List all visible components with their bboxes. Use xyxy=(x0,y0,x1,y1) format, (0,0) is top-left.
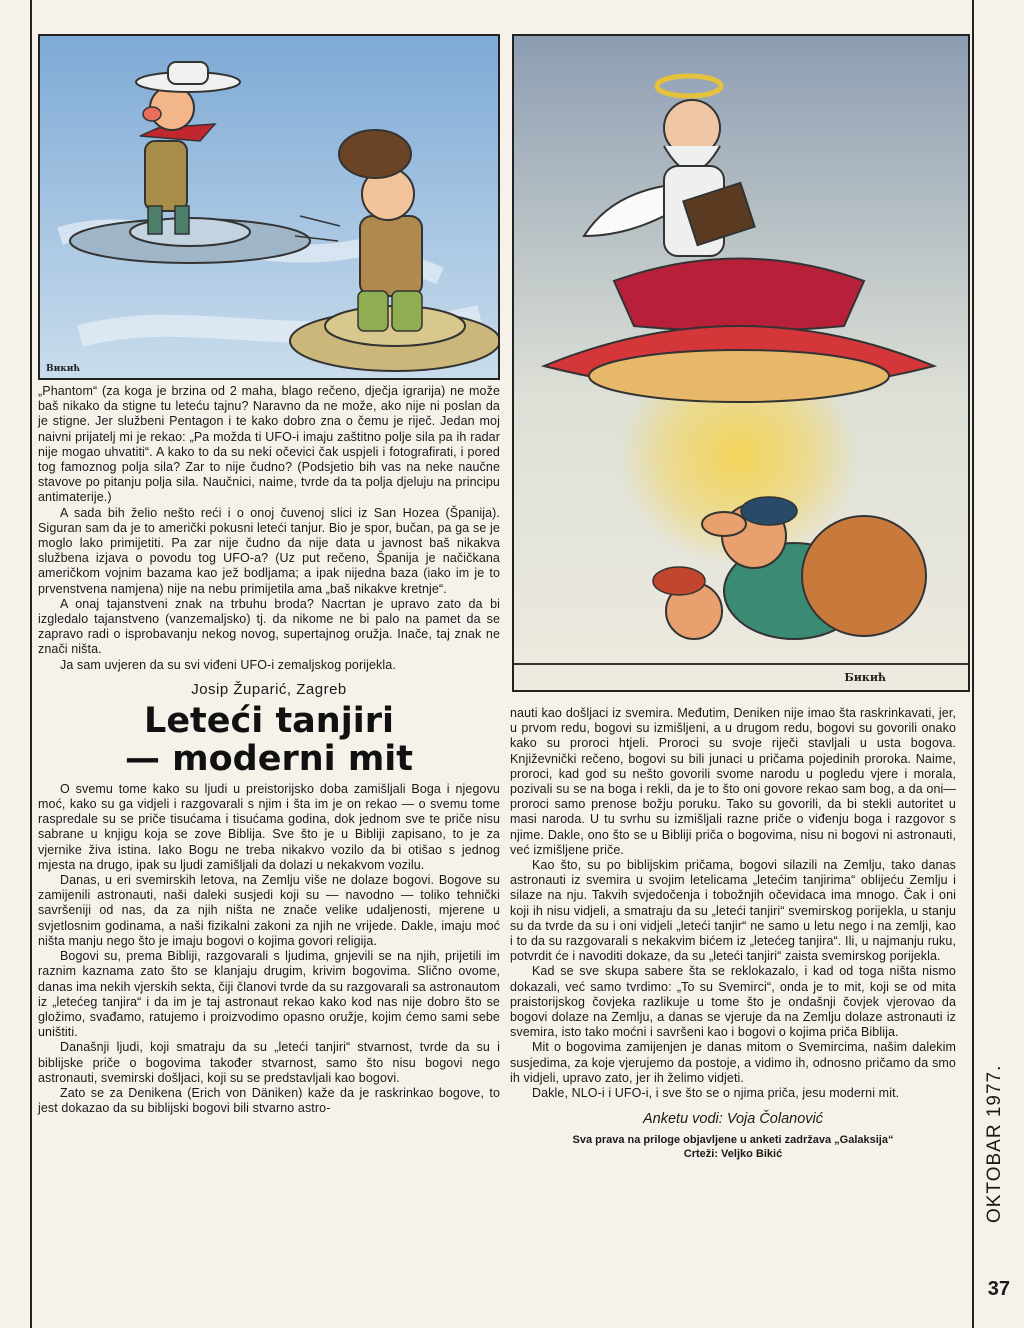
right-margin-line xyxy=(972,0,974,1328)
body-paragraph: nauti kao došljaci iz svemira. Međutim, Deniken nije imao šta raskrinkavati, jer, u prvom redu, bogovi su izmišljeni, a u drugom redu, bogovi su govorili onako kako su proroci htjeli. Proroci su svoje riječi stavljali u usta bogova. Književnički rečeno, bogovi su bili junaci u pričama pojedinih proroka. Naime, proroci, kad god su nešto govorili svome narodu u pogledu vjere i morala, pozivali su se na boga i rekli, da je to što oni govore rekao sam bog, a da oni—proroci samo prenose božju poruku. Tako su govorili, da bi stekli autoritet u masi naroda. U tu svrhu su izmišljali razne priče o viđenju boga i razgovor s njime. Dakle, ono što se u Bibliji priča o bogovima, nisu ni bogovi ni astronauti, već izmišljene priče. xyxy=(510,706,956,857)
body-paragraph: A onaj tajanstveni znak na trbuhu broda? Nacrtan je upravo zato da bi izgledalo tajanstveno (vanzemaljsko) tj. da nikome ne bi palo na pamet da se zapravo radi o isprobavanju nekog novog, supertajnog oružja. Inače, taj znak ne znači ništa. xyxy=(38,596,500,657)
body-paragraph: Današnji ljudi, koji smatraju da su „leteći tanjiri“ stvarnost, tvrde da su i biblijske priče o bogovima također stvarnost, samo što nisu bogovi nego astronauti, svemirski došljaci, koji su se predstavljali kao bogovi. xyxy=(38,1040,500,1085)
right-text-column xyxy=(510,706,956,1161)
body-paragraph: Mit o bogovima zamijenjen je danas mitom o Svemircima, našim dalekim susjedima, za koje vjerujemo da postoje, a vidimo ih, odnosno pričamo da smo ih vidjeli, upravo zato, jer ih želimo vidjeti. xyxy=(510,1040,956,1085)
illustration-signature: Bикић xyxy=(46,364,81,374)
drawings-credit: Crteži: Veljko Bikić xyxy=(683,1148,783,1161)
cowboys-saucer-drawing xyxy=(40,36,498,378)
left-text-column xyxy=(38,384,500,1116)
page-number: 37 xyxy=(987,1278,1010,1300)
body-paragraph: „Phantom“ (za koga je brzina od 2 maha, blago rečeno, dječja igrarija) ne može baš nikako da stigne tu leteću tajnu? Naravno da ne može, ako nije ni poslan da je stigne. Jer službeni Pentagon i te kako dobro zna o čemu je riječ. Jedan moj naivni prijatelj mi je rekao: „Pa možda ti UFO-i imaju zaštitno polje sila pa ih radar nije mogao uhvatiti“. A kako to da su neki očevici čak uspjeli i fotografirati, i pored tog famoznog polja sila? Zar to nije čudno? (Podsjetio bih vas na neke naučne stavove po pitanju polja sila. Naučnici, naime, tvrde da ta polja djeluju na principu antimaterije.) xyxy=(38,384,500,505)
rights-notice: Sva prava na priloge objavljene u anketi zadržava „Galaksija“ xyxy=(572,1134,894,1147)
headline-line: Leteći tanjiri xyxy=(144,700,394,741)
angel-saucer-drawing xyxy=(514,36,968,690)
body-paragraph: Danas, u eri svemirskih letova, na Zemlju više ne dolaze bogovi. Bogove su zamijenili astronauti, naši daleki susjedi koji su — navodno — toliko tehnički savršeniji od nas, da za njih ništa ne znače velike udaljenosti, mjerene u svjetlosnim godinama, a naši fizikalni zakoni za njih ne vrijede. Dakle, imaju moć ništa manju nego što je imaju bogovi o kojima govori religija. xyxy=(38,873,500,948)
illustration-cowboys-on-saucers xyxy=(38,34,500,380)
headline-line: — moderni mit xyxy=(124,738,414,779)
body-paragraph: Bogovi su, prema Bibliji, razgovarali s ljudima, gnjevili se na njih, prijetili im raznim kaznama zato što se klanjaju drugim, krivim bogovima. Slično ovome, danas ima nekih vjerskih sekta, čiji članovi tvrde da su razgovarali sa astronautom iz „letećeg tanjira“ i da im je taj astronaut rekao kako kod nas nije dobro što se gložimo, svađamo, ratujemo i proizvodimo opasno oružje, kojim ćemo sami sebe uništiti. xyxy=(38,949,500,1040)
body-paragraph: Kad se sve skupa sabere šta se reklokazalo, i kad od toga ništa nismo dokazali, već samo tvrdimo: „To su Svemirci“, onda je to mit, koji se od mita praistorijskog čovjeka razlikuje u tome što je ondašnji čovjek vjerovao da bogovi dolaze na Zemlju, a danas se vjeruje da na Zemlju dolaze astronauti iz svemira, isto tako moćni i savršeni kao i bogovi o kojima priča Biblija. xyxy=(510,964,956,1040)
letter-author: Josip Župarić, Zagreb xyxy=(191,680,347,698)
body-paragraph: O svemu tome kako su ljudi u preistorijsko doba zamišljali Boga i njegovu moć, kako su ga vidjeli i razgovarali s njim i šta im je on rekao — o svemu tome raspredale su se priče tisućama i tisućama godina, dok jednom sve te priče nisu sabrane u knjigu koja se zove Biblija. Sve što je u Bibliji zapisano, to je za vjernike živa istina. Iako Bogu ne treba nikakvo vozilo da bi otišao s jednog mjesta na drugo, ipak su ljudi zamišljali da dolazi u nekakvom vozilu. xyxy=(38,781,500,872)
body-paragraph: Ja sam uvjeren da su svi viđeni UFO-i zemaljskog porijekla. xyxy=(60,657,396,672)
issue-date: OKTOBAR 1977. xyxy=(984,1064,1005,1224)
illustration-signature: Бикић xyxy=(844,671,886,684)
illustration-angel-on-saucer xyxy=(512,34,970,692)
article-headline xyxy=(38,702,500,778)
body-paragraph: Kao što, su po biblijskim pričama, bogovi silazili na Zemlju, tako danas astronauti iz svemira u svojim letelicama „letećim tanjirima“ oblijeću Zemlju i silaze na nju. Takvih svjedočenja i tobožnjih očevidaca ima mnogo. Čak i oni koji ih nisu vidjeli, a smatraju da su „leteći tanjiri“ svemirskog porijekla, u stanju su da tvrde da su i oni vidjeli „leteći tanjir“ ne samo u letu nego i na zemlji, kao i to da su razgovarali s nekakvim bićem iz „letećeg tanjira“. Ili, u najmanju ruku, potvrdit će i navoditi dokaze, da su „leteći tanjiri“ zaista svemirskog porijekla. xyxy=(510,858,956,964)
left-margin-line xyxy=(30,0,32,1328)
survey-editor: Anketu vodi: Voja Čolanović xyxy=(642,1111,823,1128)
body-paragraph: Dakle, NLO-i i UFO-i, i sve što se o njima priča, jesu moderni mit. xyxy=(532,1086,900,1101)
body-paragraph: Zato se za Denikena (Erich von Däniken) kaže da je raskrinkao bogove, to jest dokazao da su biblijski bogovi bili stvarno astro- xyxy=(38,1085,500,1116)
body-paragraph: A sada bih želio nešto reći i o onoj čuvenoj slici iz San Hozea (Španija). Siguran sam da je to američki pokusni leteći tanjur. Bio je spor, bučan, pa ga se je moglo lako primijetiti. Pa zar nije čudno da nije data u javnost baš nikakva službena izjava o povodu tog UFO-a? (Uz put rečeno, Španija je načičkana američkom vojnim bazama kao jež bodljama; a ipak nijedna baza (iako im je to prvenstvena namjena) nije na nebu primijetila ama „baš nikakve kretnje“. xyxy=(38,505,500,596)
